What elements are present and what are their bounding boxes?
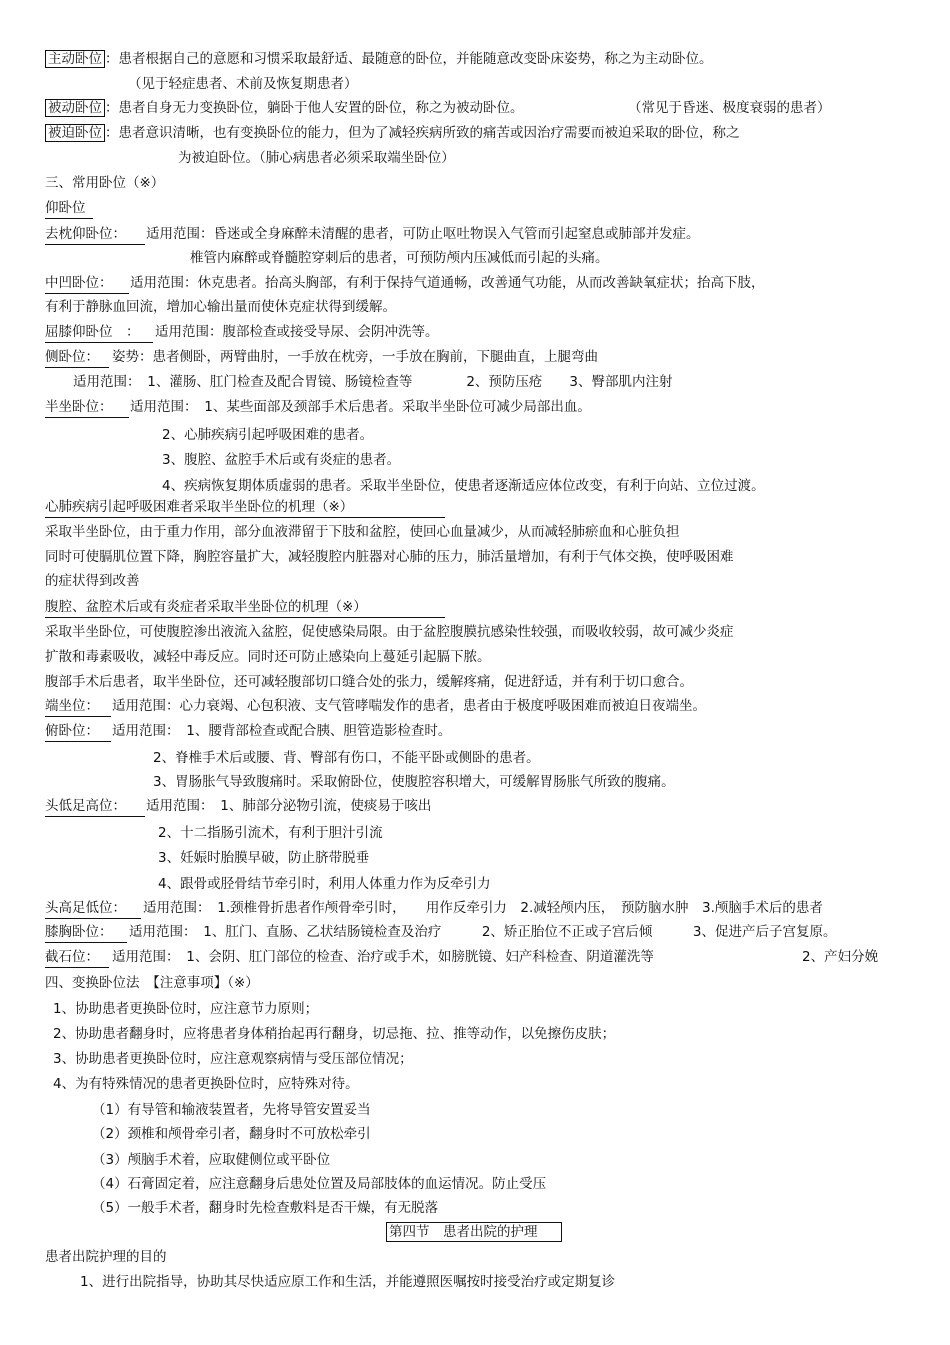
sitting-position-text: 适用范围：心力衰竭、心包积液、支气管哮喘发作的患者，患者由于极度呼吸困难而被迫日夜端坐。 (112, 698, 706, 714)
lateral-position-term: 侧卧位： (45, 349, 99, 365)
forced-position-line (45, 124, 740, 142)
knee-chest-term: 膝胸卧位： (45, 924, 113, 940)
pillowless-supine-text: 适用范围：昏迷或全身麻醉未清醒的患者，可防止呕吐物误入气管而引起窒息或肺部并发症。 (146, 226, 700, 242)
semi-fowler-indication-2: 2、心肺疾病引起呼吸困难的患者。 (162, 427, 374, 443)
trendelenburg-indication-3: 3、妊娠时胎膜早破，防止脐带脱垂 (158, 850, 370, 866)
lateral-position-text: 姿势：患者侧卧，两臂曲肘，一手放在枕旁，一手放在胸前，下腿曲直，上腿弯曲 (112, 349, 598, 365)
lithotomy-term: 截石位： (45, 949, 99, 965)
mechanism-dyspnea-p2: 同时可使膈肌位置下降，胸腔容量扩大，减轻腹腔内脏器对心肺的压力，肺活量增加，有利于气体交换，使呼吸困难 (45, 549, 734, 565)
semi-fowler-indication-1: 适用范围： 1、某些面部及颈部手术后患者。采取半坐卧位可减少局部出血。 (130, 399, 591, 415)
sitting-position-term: 端坐位： (45, 698, 99, 714)
special-case-5: （5）一般手术者，翻身时先检查敷料是否干燥，有无脱落 (92, 1200, 439, 1216)
prone-position-term: 俯卧位： (45, 723, 99, 739)
mechanism-pelvic-p2: 扩散和毒素吸收，减轻中毒反应。同时还可防止感染向上蔓延引起膈下脓。 (45, 649, 491, 665)
active-position-line (45, 50, 713, 68)
mechanism-dyspnea-p3: 的症状得到改善 (45, 573, 140, 589)
lateral-position-underline (45, 367, 109, 368)
discharge-purpose-heading: 患者出院护理的目的 (45, 1249, 167, 1265)
forced-position-term: 被迫卧位 (45, 124, 105, 142)
trendelenburg-indication-1: 适用范围： 1、肺部分泌物引流，使痰易于咳出 (146, 798, 432, 814)
pillowless-supine-line (45, 225, 126, 243)
mechanism-pelvic-title: 腹腔、盆腔术后或有炎症者采取半坐卧位的机理（※） (45, 599, 367, 615)
supine-underline (45, 218, 93, 219)
mechanism-dyspnea-underline (45, 517, 445, 518)
lithotomy-text-cont: 2、产妇分娩 (802, 949, 879, 965)
passive-position-term: 被动卧位 (45, 99, 105, 117)
forced-position-definition: ：患者意识清晰，也有变换卧位的能力，但为了减轻疾病所致的痛苦或因治疗需要而被迫采取的卧位，称之 (105, 125, 740, 141)
semi-fowler-indication-3: 3、腹腔、盆腔手术后或有炎症的患者。 (162, 452, 401, 468)
reverse-trendelenburg-text: 适用范围： 1.颈椎骨折患者作颅骨牵引时， 用作反牵引力 2.减轻颅内压， 预防脑水肿 3.颅脑手术后的患者 (143, 900, 823, 916)
precaution-1: 1、协助患者更换卧位时，应注意节力原则； (53, 1001, 319, 1017)
position-change-heading: 四、变换卧位法 【注意事项】（※） (45, 975, 259, 991)
prone-position-indication-2: 2、脊椎手术后或腰、背、臀部有伤口，不能平卧或侧卧的患者。 (153, 750, 540, 766)
shock-position-text: 适用范围：休克患者。抬高头胸部，有利于保持气道通畅，改善通气功能，从而改善缺氧症状；抬高下肢， (130, 275, 765, 291)
passive-position-definition: ：患者自身无力变换卧位，躺卧于他人安置的卧位，称之为被动卧位。 (105, 100, 524, 116)
active-position-definition: ：患者根据自己的意愿和习惯采取最舒适、最随意的卧位，并能随意改变卧床姿势，称之为主动卧位。 (105, 51, 713, 67)
shock-position-term: 中凹卧位： (45, 275, 113, 291)
shock-position-underline (45, 293, 129, 294)
special-case-1: （1）有导管和输液装置者，先将导管安置妥当 (92, 1102, 371, 1118)
passive-position-note: （常见于昏迷、极度衰弱的患者） (628, 100, 831, 116)
trendelenburg-term: 头低足高位： (45, 798, 126, 814)
mechanism-pelvic-underline (45, 617, 445, 618)
reverse-trendelenburg-underline (45, 918, 141, 919)
special-case-4: （4）石膏固定着，应注意翻身后患处位置及局部肢体的血运情况。防止受压 (92, 1176, 547, 1192)
prone-position-underline (45, 741, 111, 742)
precaution-4: 4、为有特殊情况的患者更换卧位时，应特殊对待。 (53, 1076, 359, 1092)
semi-fowler-underline (45, 417, 129, 418)
semi-fowler-term: 半坐卧位： (45, 399, 113, 415)
sitting-position-underline (45, 716, 111, 717)
mechanism-pelvic-p1: 采取半坐卧位，可使腹腔渗出液流入盆腔，促使感染局限。由于盆腔腹膜抗感染性较强，而吸收较弱，故可减少炎症 (45, 624, 734, 640)
lithotomy-text: 适用范围： 1、会阴、肛门部位的检查、治疗或手术，如膀胱镜、妇产科检查、阴道灌洗等 (112, 949, 654, 965)
knee-chest-underline (45, 942, 127, 943)
precaution-2: 2、协助患者翻身时，应将患者身体稍抬起再行翻身，切忌拖、拉、推等动作，以免擦伤皮肤； (53, 1026, 616, 1042)
special-case-3: （3）颅脑手术着，应取健侧位或平卧位 (92, 1152, 331, 1168)
prone-position-indication-1: 适用范围： 1、腰背部检查或配合胰、胆管造影检查时。 (112, 723, 452, 739)
lateral-position-indications: 适用范围： 1、灌肠、肛门检查及配合胃镜、肠镜检查等 2、预防压疮 3、臀部肌内注射 (73, 374, 673, 390)
mechanism-dyspnea-title: 心肺疾病引起呼吸困难者采取半坐卧位的机理（※） (45, 499, 354, 515)
knee-flex-supine-underline (45, 342, 153, 343)
forced-position-definition-cont: 为被迫卧位。（肺心病患者必须采取端坐卧位） (178, 150, 455, 166)
section-title (386, 1222, 562, 1242)
discharge-purpose-1: 1、进行出院指导，协助其尽快适应原工作和生活，并能遵照医嘱按时接受治疗或定期复诊 (80, 1274, 616, 1290)
shock-position-text-cont: 有利于静脉血回流，增加心输出量而使休克症状得到缓解。 (45, 299, 396, 315)
section-title-box: 第四节 患者出院的护理 (386, 1222, 562, 1242)
prone-position-indication-3: 3、胃肠胀气导致腹痛时。采取俯卧位，使腹腔容积增大，可缓解胃肠胀气所致的腹痛。 (153, 774, 675, 790)
trendelenburg-indication-2: 2、十二指肠引流术，有利于胆汁引流 (158, 825, 383, 841)
passive-position-line (45, 99, 524, 117)
semi-fowler-indication-4: 4、疾病恢复期体质虚弱的患者。采取半坐卧位，使患者逐渐适应体位改变，有利于向站、立位过渡。 (162, 478, 765, 494)
trendelenburg-underline (45, 816, 145, 817)
active-position-note: （见于轻症患者、术前及恢复期患者） (128, 76, 358, 92)
common-positions-heading: 三、常用卧位（※） (45, 175, 165, 191)
lithotomy-underline (45, 967, 109, 968)
mechanism-dyspnea-p1: 采取半坐卧位，由于重力作用，部分血液滞留于下肢和盆腔，使回心血量减少，从而减轻肺瘀血和心脏负担 (45, 524, 680, 540)
reverse-trendelenburg-term: 头高足低位： (45, 900, 126, 916)
knee-chest-text: 适用范围： 1、肛门、直肠、乙状结肠镜检查及治疗 2、矫正胎位不正或子宫后倾 3、促进产后子宫复原。 (129, 924, 837, 940)
supine-heading: 仰卧位 (45, 200, 86, 216)
pillowless-supine-text-cont: 椎管内麻醉或脊髓腔穿刺后的患者，可预防颅内压减低而引起的头痛。 (190, 250, 609, 266)
special-case-2: （2）颈椎和颅骨牵引者，翻身时不可放松牵引 (92, 1126, 371, 1142)
pillowless-supine-underline (45, 244, 145, 245)
pillowless-supine-term: 去枕仰卧位： (45, 226, 126, 242)
precaution-3: 3、协助患者更换卧位时，应注意观察病情与受压部位情况； (53, 1051, 413, 1067)
trendelenburg-indication-4: 4、跟骨或胫骨结节牵引时，利用人体重力作为反牵引力 (158, 876, 491, 892)
knee-flex-supine-text: 适用范围：腹部检查或接受导尿、会阴冲洗等。 (155, 324, 439, 340)
knee-flex-supine-term: 屈膝仰卧位 ： (45, 324, 140, 340)
active-position-term: 主动卧位 (45, 50, 105, 68)
mechanism-pelvic-p3: 腹部手术后患者，取半坐卧位，还可减轻腹部切口缝合处的张力，缓解疼痛，促进舒适，并有利于切口愈合。 (45, 674, 693, 690)
